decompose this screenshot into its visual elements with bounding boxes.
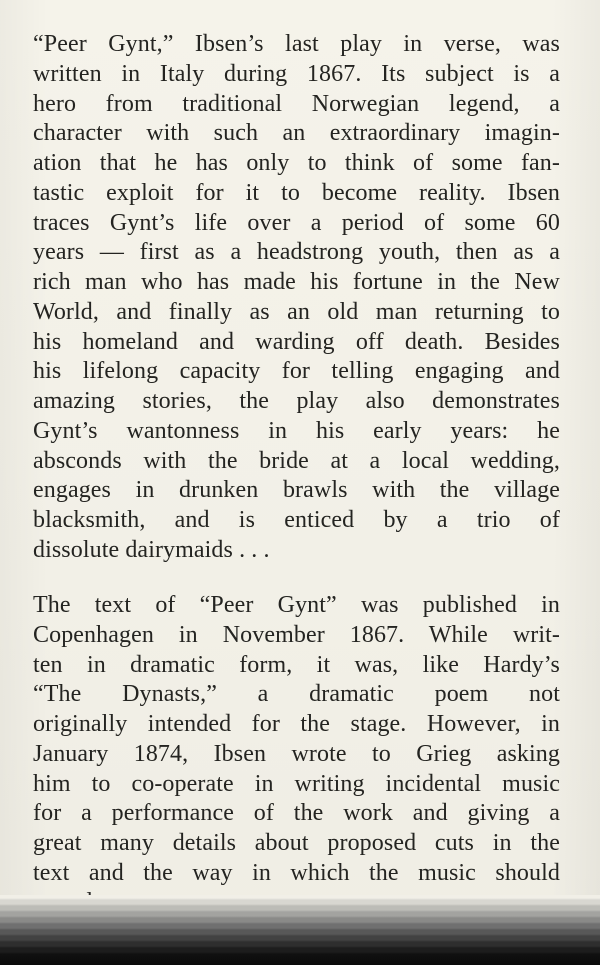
text-line: amazing stories, the play also demonstrates [33,388,560,414]
text-line: text and the way in which the music should [33,859,560,886]
text-line: him to co-operate in writing incidental music [33,770,560,797]
text-line: January 1874, Ibsen wrote to Grieg asking [33,740,560,767]
text-line: for a performance of the work and giving a [33,800,560,827]
text-line: written in Italy during 1867. Its subject is a [33,60,560,87]
text-line: years — first as a headstrong youth, then as a [33,239,560,266]
text-line: ation that he has only to think of some fan- [33,150,560,176]
text-line: tastic exploit for it to become reality. Ibsen [33,179,560,206]
text-line: hero from traditional Norwegian legend, a [33,90,560,117]
text-line: World, and finally as an old man returning to [33,298,560,325]
text-line: “The Dynasts,” a dramatic poem not [33,681,560,708]
text-line: his homeland and warding off death. Besides [33,328,560,355]
text-line: originally intended for the stage. However, in [33,711,560,737]
text-line: his lifelong capacity for telling engaging and [33,358,560,385]
text-line: blacksmith, and is enticed by a trio of [33,507,560,533]
text-line: ten in dramatic form, it was, like Hardy’s [33,651,560,678]
text-line: engages in drunken brawls with the village [33,477,560,504]
text-line: absconds with the bride at a local wedding, [33,447,560,474]
scan-bottom-gradient [0,895,600,965]
text-line: Copenhagen in November 1867. While writ- [33,621,560,648]
paragraph-publication-history [33,591,560,889]
text-line: character with such an extraordinary imagin- [33,120,560,147]
text-line: traces Gynt’s life over a period of some 60 [33,209,560,236]
text-line: The text of “Peer Gynt” was published in [33,592,560,618]
text-line: great many details about proposed cuts in the [33,830,560,856]
text-line: Gynt’s wantonness in his early years: he [33,417,560,444]
text-line: rich man who has made his fortune in the New [33,269,560,295]
text-line: “Peer Gynt,” Ibsen’s last play in verse, was [33,31,560,57]
paragraph-peer-gynt-intro [33,30,560,566]
text-line: dissolute dairymaids . . . [33,536,270,563]
